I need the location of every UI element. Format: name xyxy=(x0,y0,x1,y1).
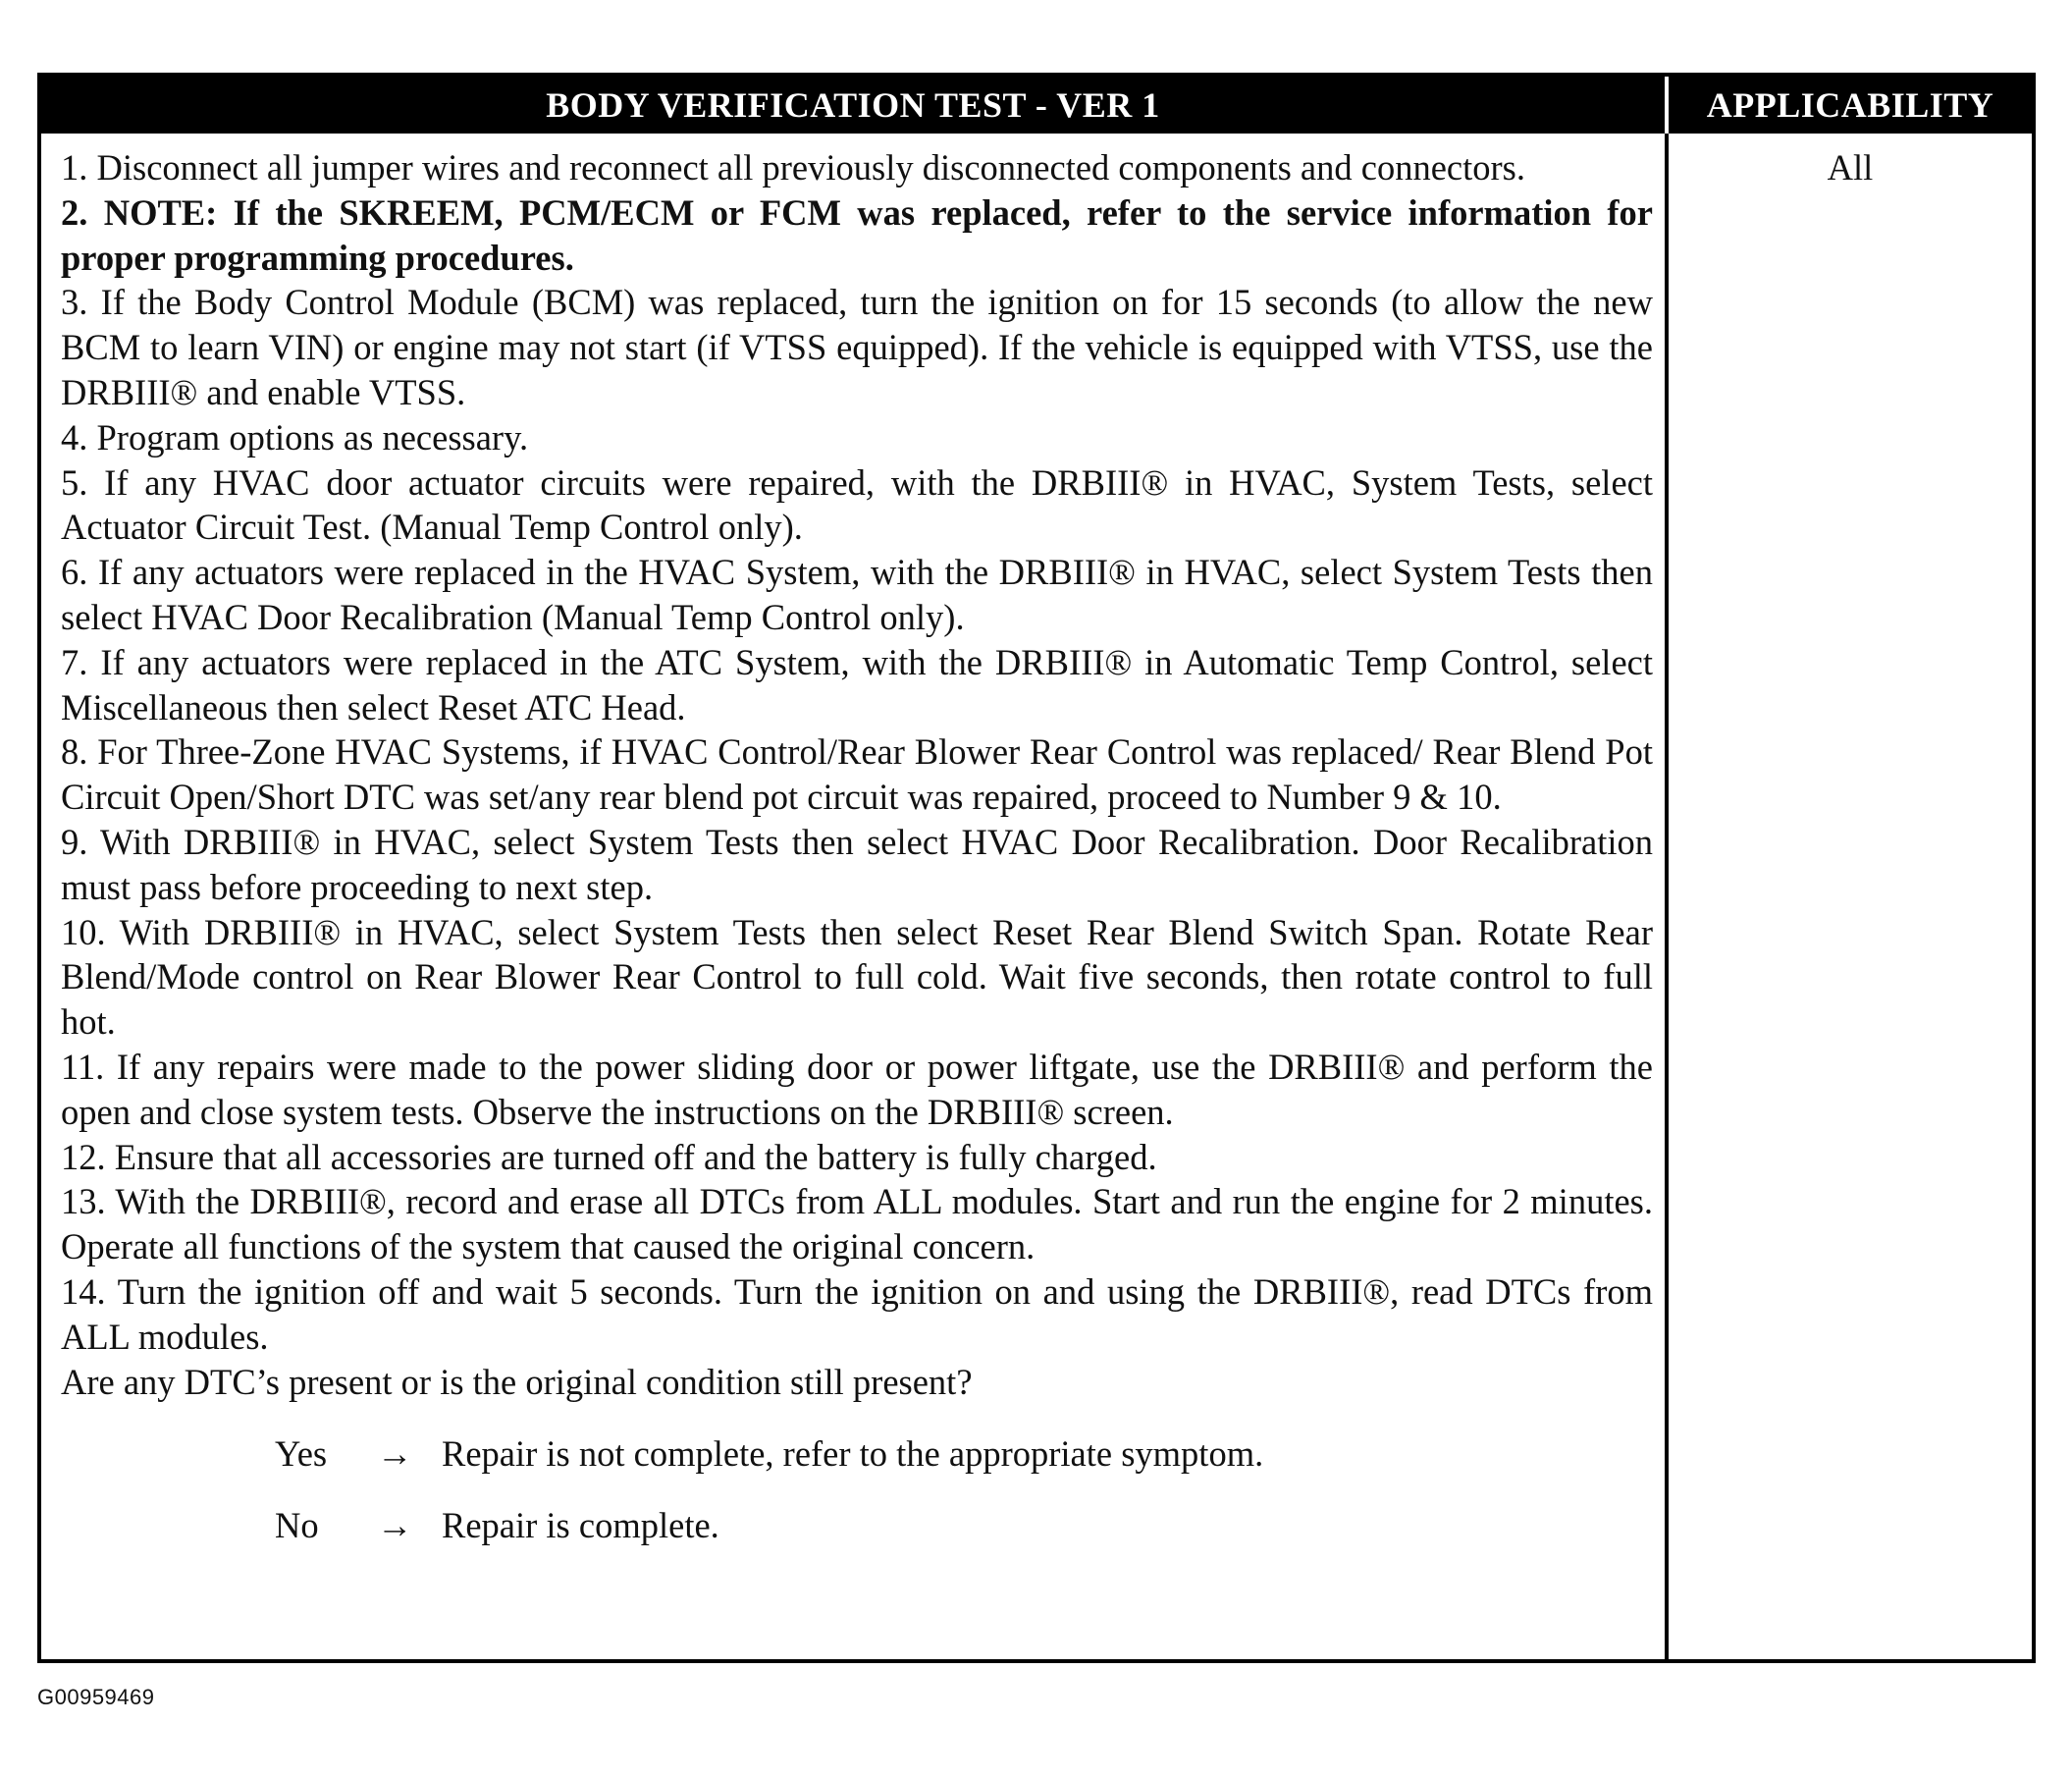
applicability-header: APPLICABILITY xyxy=(1706,85,1994,125)
answer-list xyxy=(61,1431,1653,1575)
answer-label: Yes xyxy=(275,1433,328,1475)
answer-text: Repair is not complete, refer to the appropriate symptom. xyxy=(442,1433,1264,1475)
table-title: BODY VERIFICATION TEST - VER 1 xyxy=(41,77,1669,134)
verification-table xyxy=(37,73,2036,1663)
step-item: 8. For Three-Zone HVAC Systems, if HVAC Control/Rear Blower Rear Control was replaced/ Rear Blend Pot Circuit Open/Short DTC was set/any rear blend pot circuit was repaired, proceed to Number 9 & 10. xyxy=(61,731,1653,818)
step-item: 7. If any actuators were replaced in the ATC System, with the DRBIII® in Automatic Temp Control, select Miscellaneous then select Reset ATC Head. xyxy=(61,641,1653,727)
answer-label: No xyxy=(275,1505,319,1546)
step-item: 10. With DRBIII® in HVAC, select System Tests then select Reset Rear Blend Switch Span. Rotate Rear Blend/Mode control on Rear Blower Rear Control to full cold. Wait five seconds, then rotate control to full hot. xyxy=(61,911,1653,1043)
figure-code: G00959469 xyxy=(37,1685,155,1709)
answer-yes xyxy=(275,1431,1653,1503)
table-body xyxy=(41,134,2032,1659)
step-item: 2. NOTE: If the SKREEM, PCM/ECM or FCM was replaced, refer to the service information for proper programming procedures. xyxy=(61,191,1653,278)
step-item: 9. With DRBIII® in HVAC, select System Tests then select HVAC Door Recalibration. Door Recalibration must pass before proceeding to next step. xyxy=(61,821,1653,907)
step-item: 1. Disconnect all jumper wires and reconnect all previously disconnected components and connectors. xyxy=(61,147,1525,188)
table-header xyxy=(41,77,2032,134)
question-text: Are any DTC’s present or is the original condition still present? xyxy=(61,1361,973,1402)
step-item: 6. If any actuators were replaced in the HVAC System, with the DRBIII® in HVAC, select System Tests then select HVAC Door Recalibration (Manual Temp Control only). xyxy=(61,552,1653,637)
answer-no xyxy=(275,1503,1653,1575)
applicability-cell: All xyxy=(1827,147,1874,188)
step-item: 4. Program options as necessary. xyxy=(61,416,529,458)
step-item: 13. With the DRBIII®, record and erase all DTCs from ALL modules. Start and run the engine for 2 minutes. Operate all functions of the system that caused the original concern. xyxy=(61,1181,1653,1267)
step-item: 5. If any HVAC door actuator circuits were repaired, with the DRBIII® in HVAC, System Tests, select Actuator Circuit Test. (Manual Temp Control only). xyxy=(61,461,1653,548)
procedure-cell xyxy=(41,134,1669,1659)
step-item: 12. Ensure that all accessories are turned off and the battery is fully charged. xyxy=(61,1136,1157,1177)
step-item: 3. If the Body Control Module (BCM) was replaced, turn the ignition on for 15 seconds (to allow the new BCM to learn VIN) or engine may not start (if VTSS equipped). If the vehicle is equipped with VTSS, use the DRBIII® and enable VTSS. xyxy=(61,282,1653,412)
step-item: 14. Turn the ignition off and wait 5 seconds. Turn the ignition on and using the DRBIII®, read DTCs from ALL modules. xyxy=(61,1270,1653,1357)
right-arrow-icon: → xyxy=(377,1433,413,1475)
step-item: 11. If any repairs were made to the power sliding door or power liftgate, use the DRBIII® and perform the open and close system tests. Observe the instructions on the DRBIII® screen. xyxy=(61,1046,1653,1132)
right-arrow-icon: → xyxy=(377,1505,413,1546)
step-list xyxy=(61,145,1653,1360)
answer-text: Repair is complete. xyxy=(442,1505,719,1546)
